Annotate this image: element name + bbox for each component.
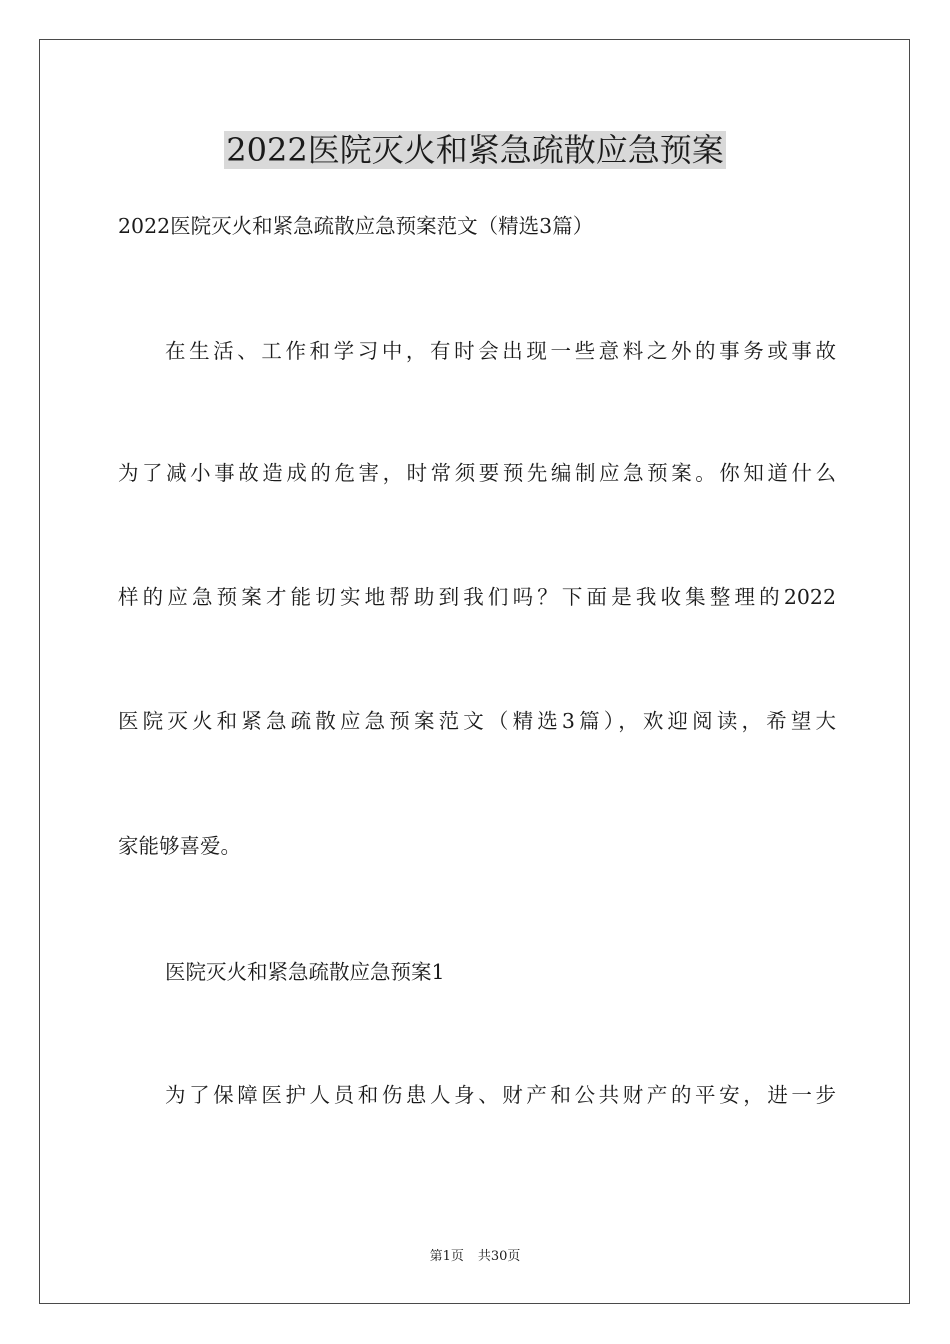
document-subtitle: 2022医院灭火和紧急疏散应急预案范文（精选3篇） (118, 214, 594, 238)
page-total: 共30页 (477, 1249, 521, 1264)
section-heading: 医院灭火和紧急疏散应急预案1 (165, 960, 445, 984)
page-number: 第1页 (429, 1249, 464, 1264)
page-footer (0, 1248, 950, 1266)
document-title (0, 128, 950, 172)
intro-line-4: 医院灭火和紧急疏散应急预案范文（精选3篇），欢迎阅读，希望大 (118, 709, 836, 733)
intro-line-5: 家能够喜爱。 (118, 834, 241, 858)
body-line-1: 为了保障医护人员和伤患人身、财产和公共财产的平安，进一步 (165, 1083, 836, 1107)
intro-line-3: 样的应急预案才能切实地帮助到我们吗？下面是我收集整理的2022 (118, 585, 836, 609)
document-title-text: 2022医院灭火和紧急疏散应急预案 (226, 131, 724, 169)
intro-line-1: 在生活、工作和学习中，有时会出现一些意料之外的事务或事故 (165, 339, 836, 363)
intro-line-2: 为了减小事故造成的危害，时常须要预先编制应急预案。你知道什么 (118, 461, 836, 485)
